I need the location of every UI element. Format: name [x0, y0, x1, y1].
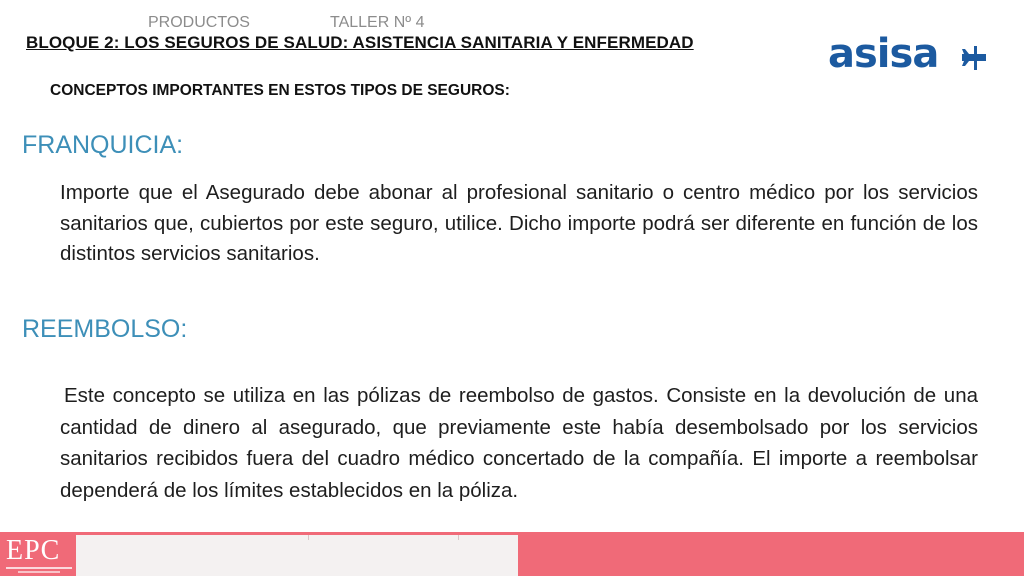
footer-topic-label: Los seguros de salud — [655, 16, 808, 33]
footer-item-taller: TALLER Nº 4 — [330, 14, 425, 31]
epc-logo-subline — [6, 567, 72, 569]
paragraph-franquicia: Importe que el Asegurado debe abonar al profesional sanitario o centro médico por los servicios sanitarios que, cubiertos por este seguro, utilice. Dicho importe podrá ser diferente en función de los distintos servicios sanitarios. — [60, 181, 978, 265]
paragraph-reembolso: Este concepto se utiliza en las pólizas de reembolso de gastos. Consiste en la devolución de una cantidad de dinero al asegurado, que previamente este había desembolsado por los servicios sanitarios recibidos fuera del cuadro médico concertado de la compañía. El importe a reembolsar dependerá de los límites establecidos en la póliza. — [60, 384, 978, 502]
heading-franquicia: FRANQUICIA: — [22, 131, 184, 159]
logo-text: asisa — [828, 31, 939, 77]
epc-logo-text: EPC — [6, 535, 61, 566]
asisa-logo — [828, 31, 988, 77]
epc-logo — [0, 534, 76, 576]
footer-right-band — [518, 534, 1024, 576]
footer-top-line — [0, 532, 1024, 535]
footer-middle-band — [76, 534, 518, 576]
plane-icon — [961, 45, 987, 71]
slide-subtitle: CONCEPTOS IMPORTANTES EN ESTOS TIPOS DE SEGUROS: — [50, 82, 510, 99]
epc-logo-subline — [18, 571, 60, 573]
footer-item-productos: PRODUCTOS — [148, 14, 250, 31]
footer-bar — [0, 532, 1024, 576]
slide-title: BLOQUE 2: LOS SEGUROS DE SALUD: ASISTENCIA SANITARIA Y ENFERMEDAD — [26, 33, 694, 52]
heading-reembolso: REEMBOLSO: — [22, 315, 188, 343]
